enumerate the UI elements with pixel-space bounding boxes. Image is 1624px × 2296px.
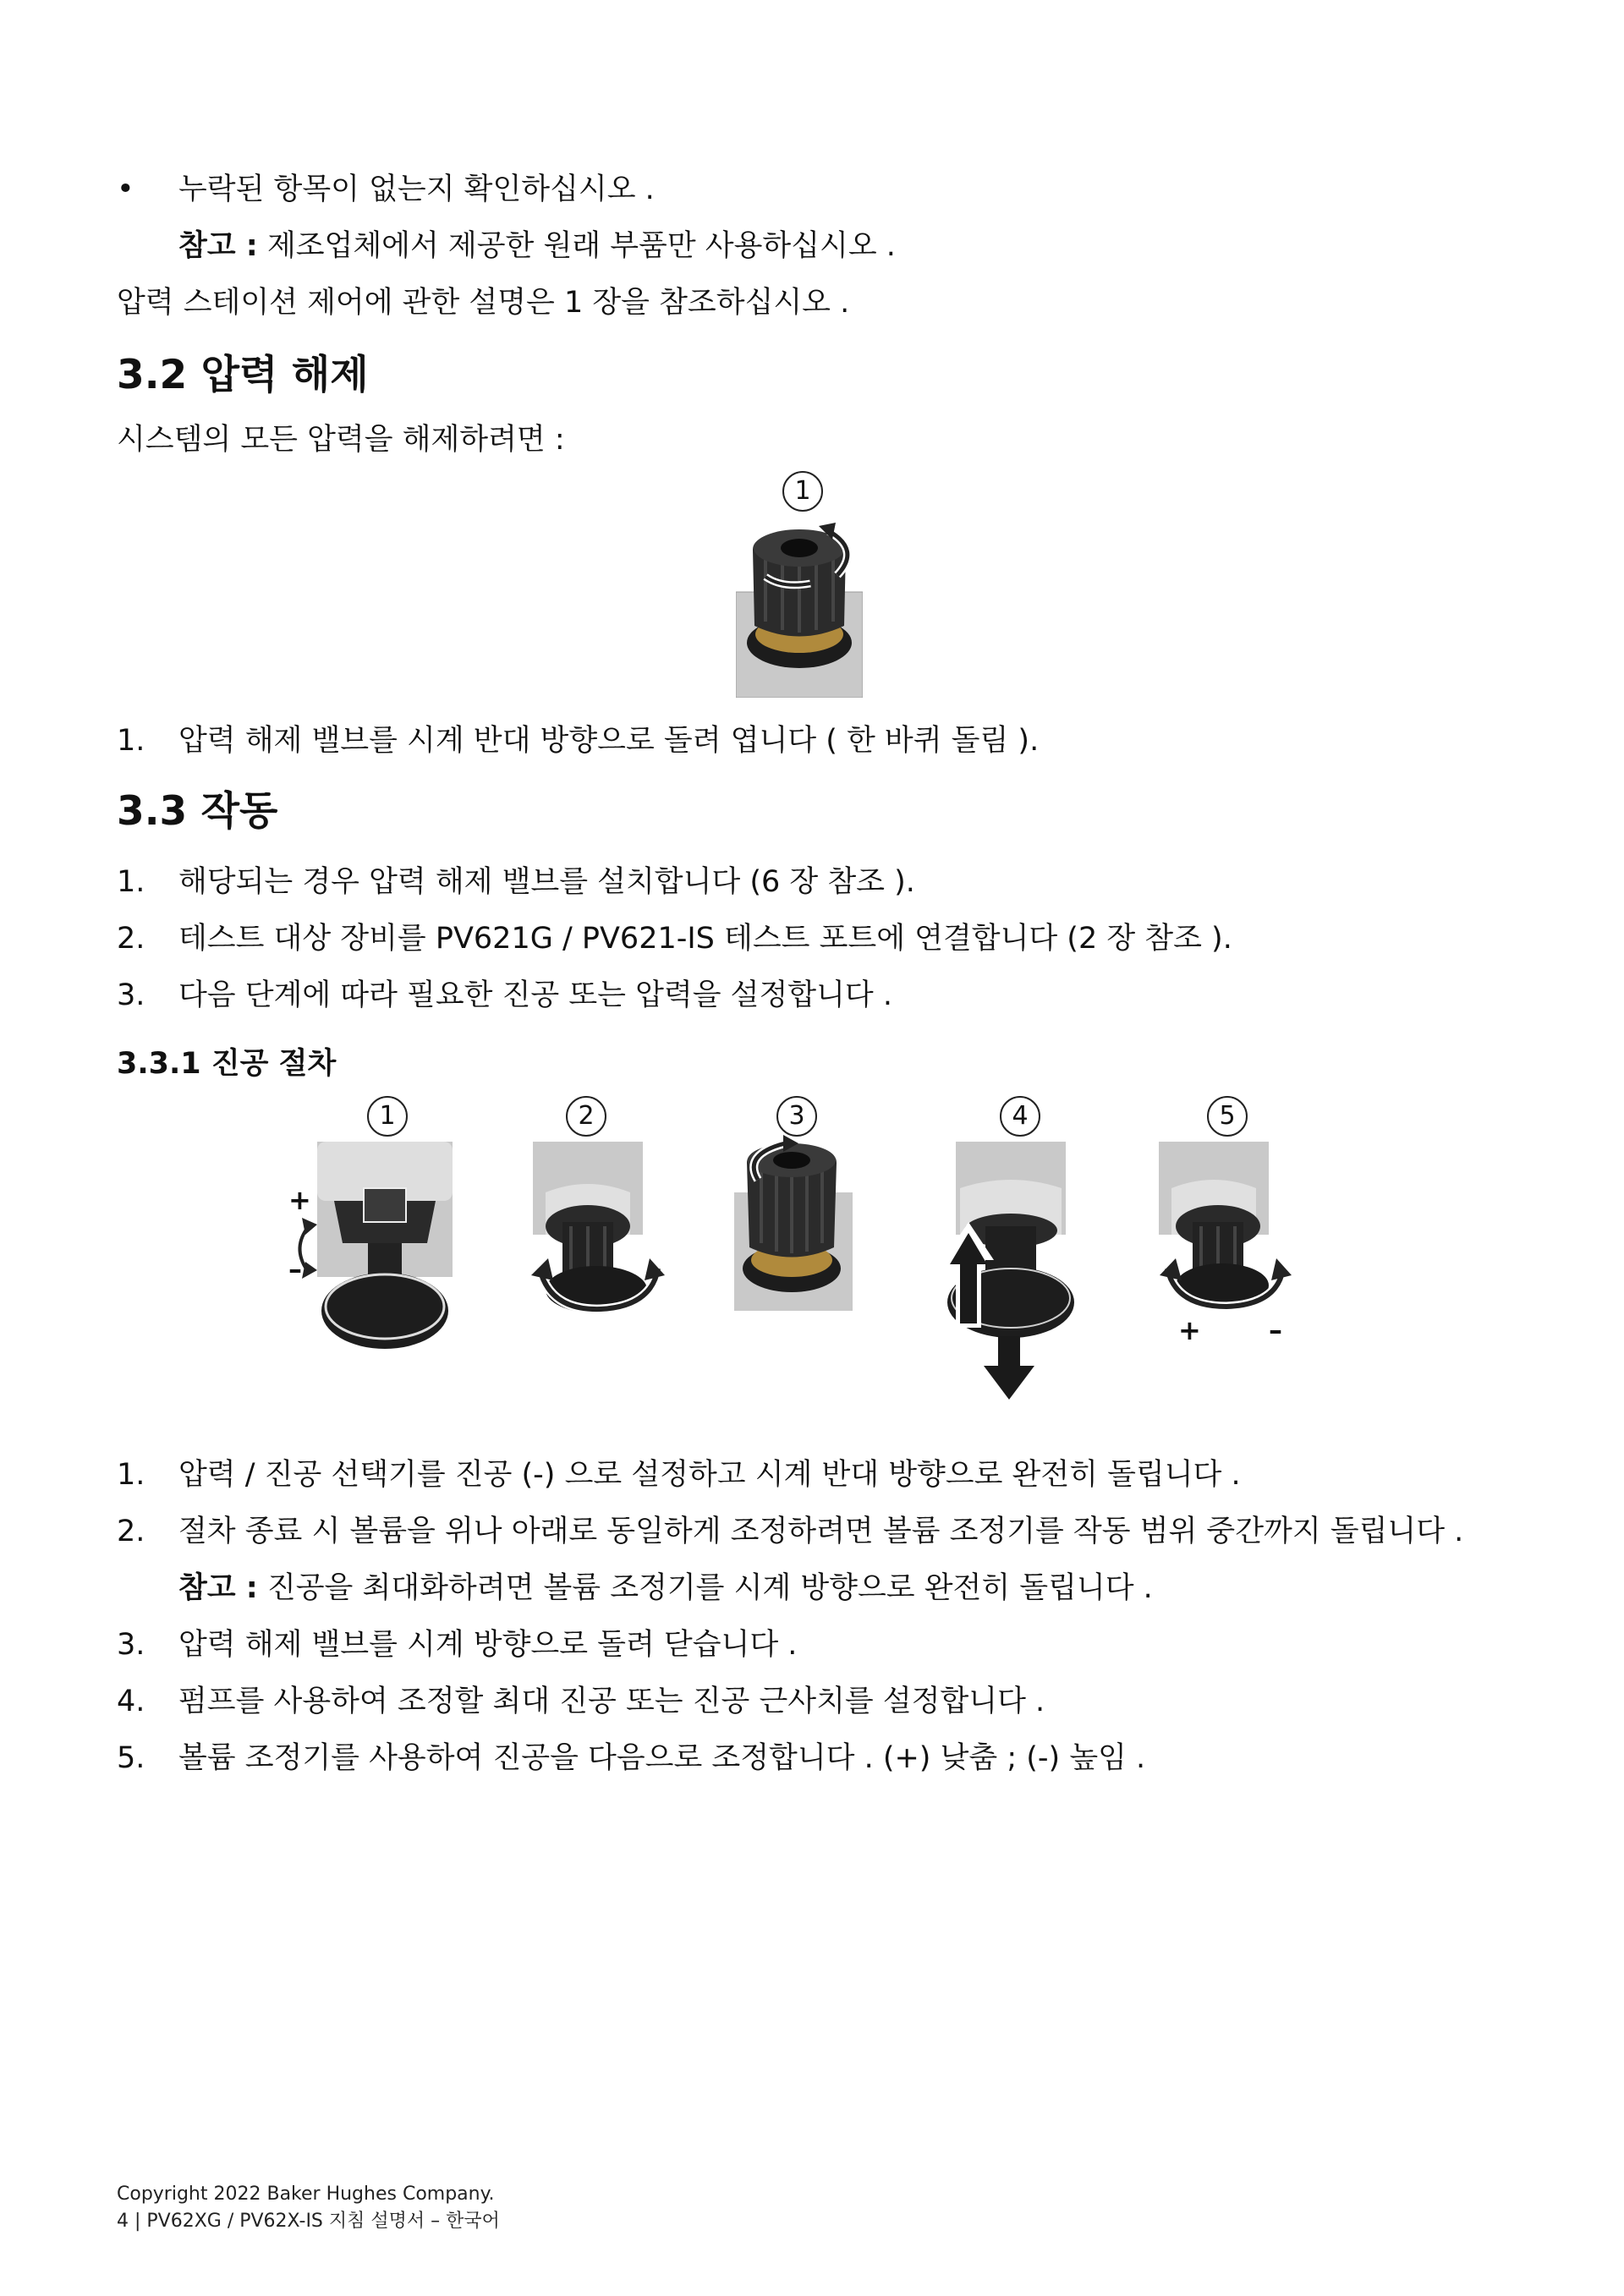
note [178,1568,1153,1608]
release-valve-photo [734,1133,853,1311]
figure-callout-3: 3 [776,1096,817,1137]
footer-page-line: 4 | PV62XG / PV62X-IS 지침 설명서 – 한국어 [117,2211,500,2232]
section-heading-3-3: 3.3 작동 [117,788,278,835]
step-number: 1. [117,1458,145,1492]
step-number: 3. [117,1628,145,1662]
step-number: 4. [117,1685,145,1718]
step-number: 2. [117,922,145,956]
step-text: 해당되는 경우 압력 해제 밸브를 설치합니다 (6 장 참조 ). [178,865,915,899]
step-text: 절차 종료 시 볼륨을 위나 아래로 동일하게 조정하려면 볼륨 조정기를 작동 범위 중간까지 돌립니다 . [178,1515,1464,1548]
figure-callout-4: 4 [1000,1096,1040,1137]
sign-plus: + [288,1184,311,1216]
step-text: 테스트 대상 장비를 PV621G / PV621-IS 테스트 포트에 연결합니다 (2 장 참조 ). [178,922,1232,956]
footer-copyright: Copyright 2022 Baker Hughes Company. [117,2184,495,2205]
step-number: 2. [117,1515,145,1548]
selector-knob-photo [283,1142,453,1370]
step-number: 1. [117,865,145,899]
note-label: 참고 : [178,1571,258,1605]
step-text: 압력 / 진공 선택기를 진공 (-) 으로 설정하고 시계 반대 방향으로 완전히 돌립니다 . [178,1458,1241,1492]
note-text: 진공을 최대화하려면 볼륨 조정기를 시계 방향으로 완전히 돌립니다 . [257,1571,1153,1605]
volume-adjuster-photo [524,1142,668,1328]
sign-minus: – [1269,1314,1282,1345]
bullet-text: 누락된 항목이 없는지 확인하십시오 . [178,173,655,206]
figure-callout-1: 1 [782,471,823,512]
volume-adjuster-plus-minus-photo [1155,1142,1298,1345]
step-number: 1. [117,724,145,758]
step-text: 펌프를 사용하여 조정할 최대 진공 또는 진공 근사치를 설정합니다 . [178,1685,1045,1718]
section-heading-3-3-1: 3.3.1 진공 절차 [117,1047,337,1081]
note-label: 참고 : [178,229,258,263]
section-heading-3-2: 3.2 압력 해제 [117,352,369,398]
figure-callout-1: 1 [367,1096,408,1137]
sign-minus: – [288,1253,302,1285]
adjuster-pull-photo [935,1142,1078,1412]
paragraph: 압력 스테이션 제어에 관한 설명은 1 장을 참조하십시오 . [117,286,850,320]
figure-callout-2: 2 [566,1096,606,1137]
step-text: 압력 해제 밸브를 시계 반대 방향으로 돌려 엽니다 ( 한 바퀴 돌림 ). [178,724,1040,758]
step-text: 압력 해제 밸브를 시계 방향으로 돌려 닫습니다 . [178,1628,798,1662]
step-text: 다음 단계에 따라 필요한 진공 또는 압력을 설정합니다 . [178,978,892,1012]
step-number: 3. [117,978,145,1012]
section-lead: 시스템의 모든 압력을 해제하려면 : [117,423,565,457]
figure-callout-5: 5 [1207,1096,1248,1137]
bullet: • [117,173,134,206]
step-number: 5. [117,1741,145,1775]
sign-plus: + [1178,1314,1201,1345]
step-text: 볼륨 조정기를 사용하여 진공을 다음으로 조정합니다 . (+) 낮춤 ; (-) 높임 . [178,1741,1146,1775]
note-text: 제조업체에서 제공한 원래 부품만 사용하십시오 . [257,229,896,263]
release-valve-photo [736,516,863,698]
note [178,226,896,266]
